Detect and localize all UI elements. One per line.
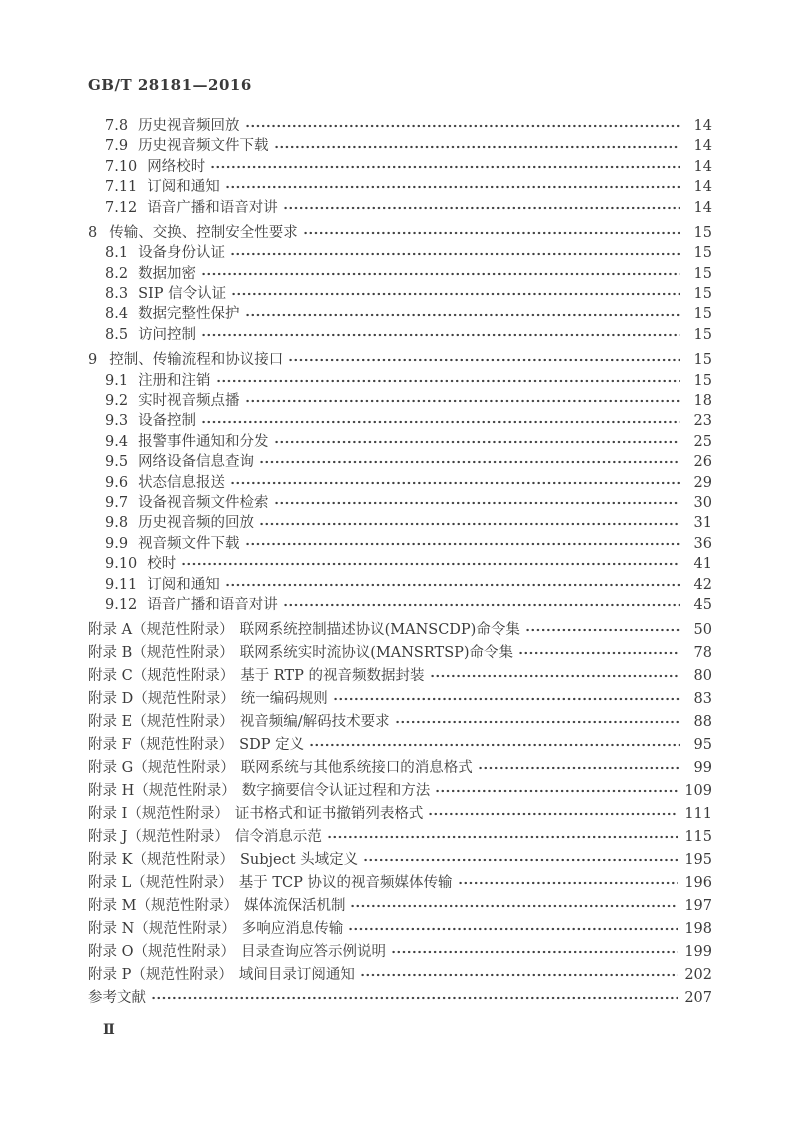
toc-entry	[88, 641, 712, 664]
dot-leader	[363, 853, 678, 867]
toc-entry	[88, 779, 712, 802]
toc-entry-page: 15	[693, 224, 712, 241]
toc-entry-page: 99	[693, 759, 712, 776]
dot-leader	[259, 517, 680, 531]
dot-leader	[245, 119, 680, 133]
toc-entry-page: 14	[693, 179, 712, 196]
toc-entry-title: 语音广播和语音对讲	[147, 596, 278, 613]
dot-leader	[518, 646, 680, 660]
toc-entry-number: 附录 P（规范性附录）	[88, 966, 233, 983]
toc-entry	[88, 802, 712, 825]
toc-entry-number: 9.12	[105, 596, 138, 613]
toc-entry	[88, 513, 712, 533]
dot-leader	[333, 692, 680, 706]
toc-entry-page: 198	[684, 920, 712, 937]
toc-entry-page: 15	[693, 265, 712, 282]
toc-entry	[88, 411, 712, 431]
toc-entry-page: 78	[693, 644, 712, 661]
dot-leader	[283, 598, 680, 612]
toc-entry	[88, 825, 712, 848]
toc-entry-number: 附录 A（规范性附录）	[88, 621, 234, 638]
toc-entry-title: 联网系统与其他系统接口的消息格式	[240, 759, 473, 776]
toc-entry-number: 9.11	[105, 576, 138, 593]
toc-entry-page: 15	[693, 352, 712, 369]
dot-leader	[327, 830, 678, 844]
toc-entry-page: 199	[684, 943, 712, 960]
toc-entry	[88, 618, 712, 641]
toc-entry	[88, 687, 712, 710]
toc-entry-number: 附录 H（规范性附录）	[88, 782, 236, 799]
dot-leader	[274, 140, 680, 154]
toc-entry-title: 设备身份认证	[138, 245, 226, 262]
toc-entry-title: 订阅和通知	[147, 576, 220, 593]
toc-entry	[88, 756, 712, 779]
toc-entry-page: 115	[684, 828, 712, 845]
toc-entry-title: 信令消息示范	[234, 828, 322, 845]
toc-entry-number: 7.11	[105, 179, 138, 196]
dot-leader	[458, 876, 679, 890]
dot-leader	[201, 328, 680, 342]
toc-entry-number: 9	[88, 352, 98, 369]
toc-entry-page: 111	[684, 805, 712, 822]
dot-leader	[230, 476, 680, 490]
toc-entry-page: 83	[693, 690, 712, 707]
toc-entry	[88, 917, 712, 940]
toc-entry-number: 9.9	[105, 535, 129, 552]
toc-entry	[88, 198, 712, 218]
toc-entry-number: 附录 E（规范性附录）	[88, 713, 234, 730]
toc-entry-number: 附录 F（规范性附录）	[88, 736, 234, 753]
toc-entry-page: 45	[693, 596, 712, 613]
toc-entry-title: 数据加密	[138, 265, 197, 282]
toc-entry-page: 15	[693, 245, 712, 262]
toc-entry-title: 联网系统实时流协议(MANSRTSP)命令集	[239, 644, 514, 661]
toc-entry-number: 8.3	[105, 286, 129, 303]
toc-entry	[88, 391, 712, 411]
toc-entry-page: 207	[684, 989, 712, 1006]
toc-entry-number: 8.4	[105, 306, 129, 323]
toc-entry-number: 附录 I（规范性附录）	[88, 805, 229, 822]
toc-entry	[88, 534, 712, 554]
toc-entry-title: 数字摘要信令认证过程和方法	[241, 782, 431, 799]
toc-entry-number: 附录 C（规范性附录）	[88, 667, 235, 684]
page-number-footer: Ⅱ	[103, 1022, 115, 1038]
toc-entry-title: 基于 RTP 的视音频数据封装	[240, 667, 425, 684]
dot-leader	[225, 578, 680, 592]
toc-entry	[88, 733, 712, 756]
toc-entry-number: 9.7	[105, 494, 129, 511]
toc-entry	[88, 325, 712, 345]
toc-entry-number: 8.2	[105, 265, 129, 282]
dot-leader	[283, 201, 680, 215]
dot-leader	[309, 738, 680, 752]
toc-entry-page: 196	[684, 874, 712, 891]
dot-leader	[350, 899, 678, 913]
toc-entry-title: 设备视音频文件检索	[138, 494, 269, 511]
toc-entry-title: 网络校时	[147, 158, 206, 175]
toc-entry	[88, 986, 712, 1009]
toc-entry-number: 附录 G（规范性附录）	[88, 759, 235, 776]
toc-entry-number: 9.1	[105, 372, 129, 389]
toc-entry-page: 14	[693, 138, 712, 155]
toc-entry-page: 15	[693, 306, 712, 323]
dot-leader	[395, 715, 680, 729]
toc-entry	[88, 136, 712, 156]
dot-leader	[303, 226, 680, 240]
toc-entry-number: 8	[88, 224, 98, 241]
toc-entry-page: 18	[693, 393, 712, 410]
toc-entry-page: 36	[693, 535, 712, 552]
toc-entry-title: 实时视音频点播	[138, 393, 240, 410]
dot-leader	[435, 784, 678, 798]
toc-entry	[88, 871, 712, 894]
toc-entry-page: 50	[693, 621, 712, 638]
toc-entry	[88, 243, 712, 263]
toc-entry-title: SDP 定义	[239, 736, 305, 753]
dot-leader	[348, 922, 678, 936]
dot-leader	[430, 669, 680, 683]
toc-entry	[88, 493, 712, 513]
dot-leader	[245, 537, 680, 551]
dot-leader	[151, 991, 678, 1005]
toc-entry	[88, 223, 712, 243]
toc-entry	[88, 595, 712, 615]
toc-entry-title: 校时	[147, 556, 177, 573]
toc-entry	[88, 452, 712, 472]
dot-leader	[201, 267, 680, 281]
toc-entry-title: 历史视音频文件下载	[138, 138, 269, 155]
toc-entry	[88, 894, 712, 917]
toc-entry-title: SIP 信令认证	[138, 286, 227, 303]
toc-entry-number: 9.8	[105, 515, 129, 532]
toc-entry-title: 注册和注销	[138, 372, 211, 389]
toc-entry-number: 7.8	[105, 117, 129, 134]
toc-entry-page: 29	[693, 474, 712, 491]
toc-entry-number: 附录 O（规范性附录）	[88, 943, 235, 960]
toc-entry-number: 附录 L（规范性附录）	[88, 874, 233, 891]
toc-entry-number: 附录 K（规范性附录）	[88, 851, 234, 868]
toc-entry-page: 42	[693, 576, 712, 593]
toc-entry	[88, 664, 712, 687]
toc-entry-title: Subject 头域定义	[239, 851, 359, 868]
toc-entry-title: 视音频文件下载	[138, 535, 240, 552]
dot-leader	[225, 180, 680, 194]
toc-entry-number: 附录 B（规范性附录）	[88, 644, 234, 661]
toc-entry-page: 202	[684, 966, 712, 983]
toc-entry-page: 23	[693, 413, 712, 430]
toc-entry-page: 88	[693, 713, 712, 730]
dot-leader	[230, 247, 680, 261]
toc-entry-page: 14	[693, 158, 712, 175]
dot-leader	[391, 945, 678, 959]
toc-entry-number: 9.5	[105, 454, 129, 471]
toc-entry-page: 15	[693, 372, 712, 389]
toc-entry	[88, 264, 712, 284]
toc-entry-page: 109	[684, 782, 712, 799]
dot-leader	[210, 160, 680, 174]
toc-entry-number: 附录 D（规范性附录）	[88, 690, 235, 707]
dot-leader	[231, 287, 680, 301]
toc-entry-page: 14	[693, 117, 712, 134]
toc-entry-title: 传输、交换、控制安全性要求	[109, 224, 298, 241]
standard-number-header: GB/T 28181—2016	[88, 76, 252, 94]
dot-leader	[288, 353, 680, 367]
toc-entry	[88, 116, 712, 136]
toc-entry-title: 语音广播和语音对讲	[147, 199, 278, 216]
toc-entry	[88, 710, 712, 733]
toc-entry	[88, 848, 712, 871]
dot-leader	[201, 415, 680, 429]
toc-entry-title: 访问控制	[138, 326, 197, 343]
toc-entry-number: 9.3	[105, 413, 129, 430]
toc-entry-number: 7.9	[105, 138, 129, 155]
toc-entry	[88, 554, 712, 574]
toc-entry-number: 7.12	[105, 199, 138, 216]
toc-entry-title: 状态信息报送	[138, 474, 226, 491]
toc-entry-number: 附录 N（规范性附录）	[88, 920, 236, 937]
toc-entry-title: 域间目录订阅通知	[238, 966, 355, 983]
toc-entry-title: 证书格式和证书撤销列表格式	[234, 805, 424, 822]
dot-leader	[478, 761, 680, 775]
toc-entry-page: 14	[693, 199, 712, 216]
toc-list	[88, 116, 712, 1009]
toc-entry-page: 30	[693, 494, 712, 511]
toc-entry-number: 9.2	[105, 393, 129, 410]
dot-leader	[360, 968, 678, 982]
toc-entry-page: 95	[693, 736, 712, 753]
toc-entry	[88, 371, 712, 391]
toc-entry-number: 附录 J（规范性附录）	[88, 828, 229, 845]
toc-entry-title: 基于 TCP 协议的视音频媒体传输	[238, 874, 453, 891]
toc-entry	[88, 177, 712, 197]
toc-entry-number: 8.5	[105, 326, 129, 343]
dot-leader	[428, 807, 678, 821]
dot-leader	[274, 496, 680, 510]
toc-entry	[88, 963, 712, 986]
toc-entry-page: 195	[684, 851, 712, 868]
toc-entry-number: 附录 M（规范性附录）	[88, 897, 238, 914]
toc-entry-title: 订阅和通知	[147, 179, 220, 196]
toc-entry-number: 9.6	[105, 474, 129, 491]
toc-entry-title: 多响应消息传输	[241, 920, 344, 937]
toc-entry-title: 媒体流保活机制	[243, 897, 346, 914]
toc-entry-title: 历史视音频的回放	[138, 515, 255, 532]
toc-entry	[88, 350, 712, 370]
dot-leader	[181, 557, 680, 571]
toc-entry	[88, 473, 712, 493]
toc-entry-page: 26	[693, 454, 712, 471]
toc-entry-title: 设备控制	[138, 413, 197, 430]
dot-leader	[245, 308, 680, 322]
dot-leader	[245, 394, 680, 408]
toc-entry-title: 统一编码规则	[240, 690, 328, 707]
toc-entry-title: 视音频编/解码技术要求	[239, 713, 390, 730]
toc-entry	[88, 305, 712, 325]
toc-entry-number: 7.10	[105, 158, 138, 175]
toc-entry-title: 目录查询应答示例说明	[241, 943, 386, 960]
toc-entry	[88, 157, 712, 177]
dot-leader	[525, 623, 680, 637]
toc-entry-title: 报警事件通知和分发	[138, 433, 269, 450]
toc-entry-page: 197	[684, 897, 712, 914]
toc-entry	[88, 575, 712, 595]
toc-entry-page: 31	[693, 515, 712, 532]
toc-entry-page: 25	[693, 433, 712, 450]
toc-entry-title: 历史视音频回放	[138, 117, 240, 134]
dot-leader	[216, 374, 680, 388]
toc-entry	[88, 284, 712, 304]
toc-entry-title: 网络设备信息查询	[138, 454, 255, 471]
toc-entry	[88, 432, 712, 452]
toc-entry-page: 15	[693, 286, 712, 303]
toc-entry-title: 控制、传输流程和协议接口	[109, 352, 284, 369]
dot-leader	[274, 435, 680, 449]
toc-entry-page: 80	[693, 667, 712, 684]
dot-leader	[259, 455, 680, 469]
toc-entry-number: 9.10	[105, 556, 138, 573]
toc-entry-page: 15	[693, 326, 712, 343]
toc-entry	[88, 940, 712, 963]
toc-entry-number: 9.4	[105, 433, 129, 450]
toc-entry-title: 联网系统控制描述协议(MANSCDP)命令集	[239, 621, 520, 638]
toc-entry-title: 数据完整性保护	[138, 306, 240, 323]
toc-entry-page: 41	[693, 556, 712, 573]
toc-entry-title: 参考文献	[88, 989, 146, 1006]
toc-entry-number: 8.1	[105, 245, 129, 262]
